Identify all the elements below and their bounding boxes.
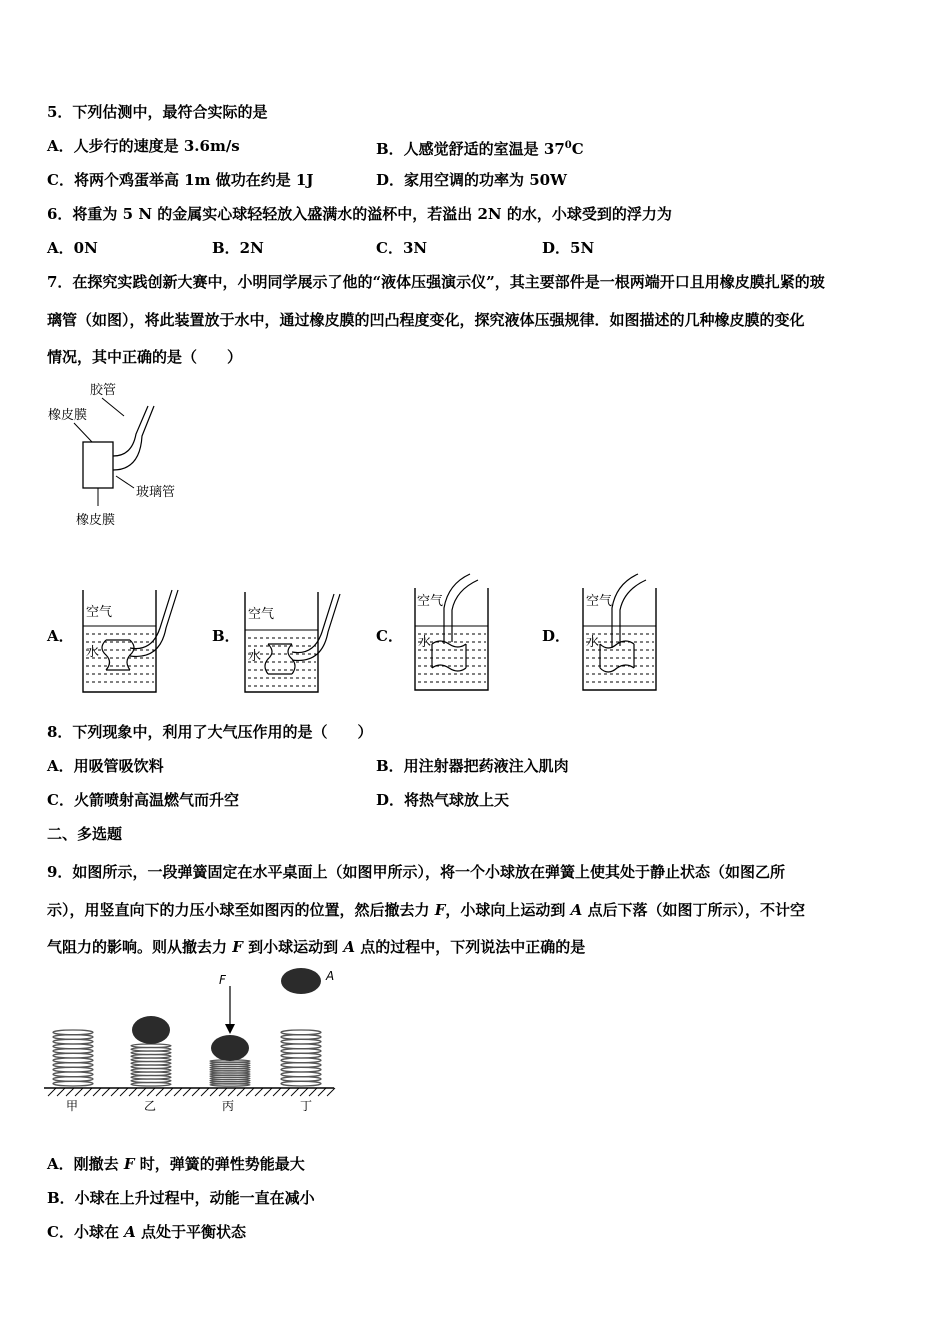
- label-yi: 乙: [144, 1099, 157, 1113]
- q9-option-a: A．刚撤去 F 时，弹簧的弹性势能最大: [47, 1155, 305, 1173]
- q9-stem-line1: 9．如图所示，一段弹簧固定在水平桌面上（如图甲所示），将一个小球放在弹簧上使其处于静止状态（如图乙所: [47, 863, 785, 881]
- label-membrane-top: 橡皮膜: [48, 408, 88, 423]
- q7-option-d-beaker: [580, 568, 670, 694]
- label-hose: 胶管: [90, 383, 117, 398]
- air-label: 空气: [248, 607, 275, 622]
- air-label: 空气: [86, 605, 113, 620]
- q5-option-b: B．人感觉舒适的室温是 $37^0C$: [376, 140, 584, 158]
- point-a-label: A: [326, 969, 335, 983]
- spring-ding: [281, 1030, 321, 1086]
- force-label: F: [219, 973, 226, 987]
- q7-option-b-label: B．: [212, 627, 240, 645]
- q7-option-a-label: A．: [47, 627, 74, 645]
- q6-option-b: B．2N: [212, 239, 264, 257]
- q7-option-a-beaker: [80, 588, 190, 696]
- spring-jia: [53, 1030, 93, 1086]
- q8-option-d: D．将热气球放上天: [376, 791, 510, 809]
- spring-bing: [210, 1060, 250, 1086]
- label-bing: 丙: [222, 1099, 235, 1113]
- q8-option-a: A．用吸管吸饮料: [47, 757, 164, 775]
- ball-at-a: [281, 968, 321, 994]
- q9-option-b: B．小球在上升过程中，动能一直在减小: [47, 1189, 315, 1207]
- q9-option-c: C．小球在 A 点处于平衡状态: [47, 1223, 247, 1241]
- q9-stem-line2: 示），用竖直向下的力压小球至如图丙的位置，然后撤去力 F，小球向上运动到 A 点后下落（如图丁所示），不计空: [47, 901, 805, 919]
- q7-option-d-label: D．: [542, 627, 571, 645]
- q9-stem-line3: 气阻力的影响。则从撤去力 F 到小球运动到 A 点的过程中，下列说法中正确的是: [47, 938, 586, 956]
- q5-option-d: D．家用空调的功率为 50W: [376, 171, 567, 189]
- q7-stem-line2: 璃管（如图），将此装置放于水中，通过橡皮膜的凹凸程度变化，探究液体压强规律．如图描述的几种橡皮膜的变化: [47, 311, 805, 329]
- q7-stem-line3: 情况，其中正确的是（ ）: [47, 348, 243, 366]
- q9-spring-figure: [40, 962, 350, 1117]
- section-heading-multiple-choice: 二、多选题: [47, 825, 123, 843]
- q8-option-c: C．火箭喷射高温燃气而升空: [47, 791, 239, 809]
- water-label: 水: [418, 635, 432, 650]
- q6-option-a: A．0N: [47, 239, 98, 257]
- q8-stem: 8．下列现象中，利用了大气压作用的是（ ）: [47, 723, 373, 741]
- label-glass-tube: 玻璃管: [136, 485, 176, 500]
- q8-option-b: B．用注射器把药液注入肌肉: [376, 757, 569, 775]
- q7-option-c-label: C．: [376, 627, 403, 645]
- q7-option-b-beaker: [242, 590, 354, 696]
- q7-apparatus-figure: [44, 378, 204, 533]
- water-label: 水: [586, 635, 600, 650]
- q6-stem: 6．将重为 5 N 的金属实心球轻轻放入盛满水的溢杯中，若溢出 2N 的水，小球受到的浮力为: [47, 205, 672, 223]
- q6-option-c: C．3N: [376, 239, 428, 257]
- air-label: 空气: [417, 594, 444, 609]
- label-jia: 甲: [66, 1099, 79, 1113]
- q5-option-a: A．人步行的速度是 3.6m/s: [47, 137, 240, 155]
- q6-option-d: D．5N: [542, 239, 595, 257]
- q5-stem: 5．下列估测中，最符合实际的是: [47, 103, 268, 121]
- label-ding: 丁: [300, 1099, 313, 1113]
- water-label: 水: [86, 645, 100, 660]
- air-label: 空气: [586, 594, 613, 609]
- label-membrane-bottom: 橡皮膜: [76, 513, 116, 528]
- ball-bing: [211, 1035, 249, 1061]
- spring-yi: [131, 1044, 171, 1086]
- q5-option-c: C．将两个鸡蛋举高 1m 做功在约是 1J: [47, 171, 314, 189]
- ball-yi: [132, 1016, 170, 1044]
- q7-stem-line1: 7．在探究实践创新大赛中，小明同学展示了他的“液体压强演示仪”，其主要部件是一根两端开口且用橡皮膜扎紧的玻: [47, 273, 825, 291]
- q7-option-c-beaker: [412, 568, 502, 694]
- water-label: 水: [248, 649, 262, 664]
